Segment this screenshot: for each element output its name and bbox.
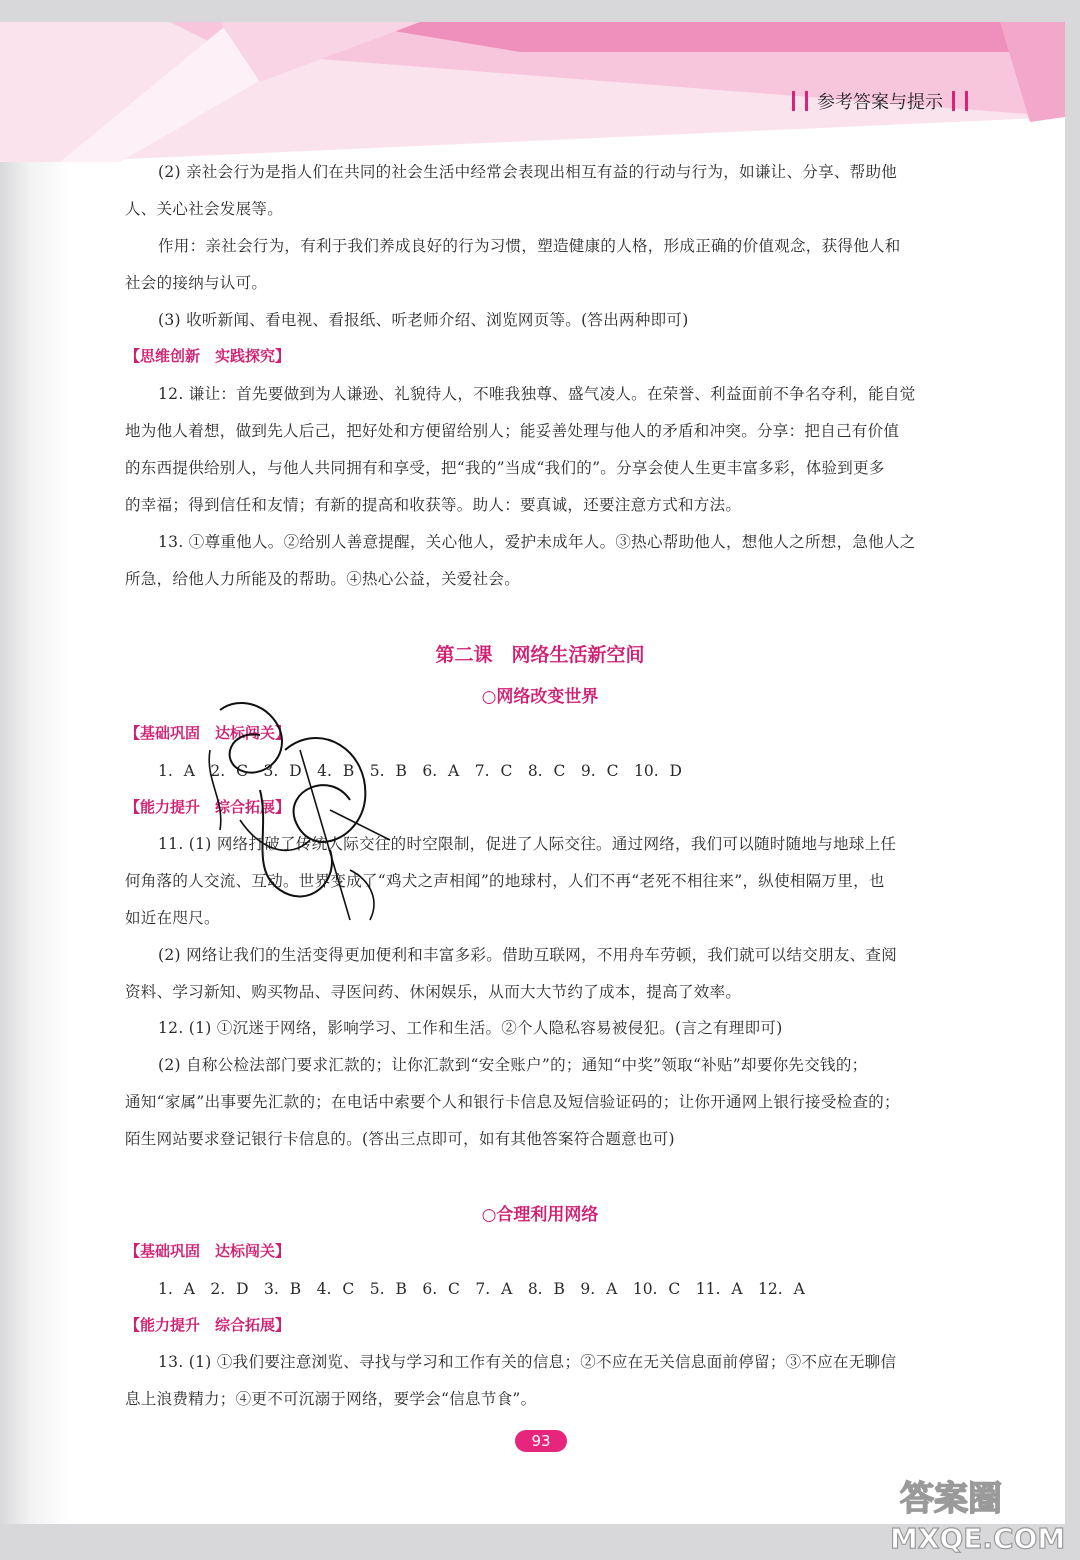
text-line: 作用：亲社会行为，有利于我们养成良好的行为习惯，塑造健康的人格，形成正确的价值观念，获得他人和 [158, 237, 901, 255]
text-line: 所急，给他人力所能及的帮助。④热心公益，关爱社会。 [125, 570, 521, 588]
text-line: (3) 收听新闻、看电视、看报纸、听老师介绍、浏览网页等。(答出两种即可) [158, 311, 689, 329]
text-line: 资料、学习新知、购买物品、寻医问药、休闲娱乐，从而大大节约了成本，提高了效率。 [125, 983, 742, 1001]
section-tag: 【能力提升 综合拓展】 [125, 798, 291, 816]
answer-list: 1. A 2. D 3. B 4. C 5. B 6. C 7. A 8. B 9. A 10. C 11. A 12. A [158, 1280, 805, 1298]
header-title-text: 参考答案与提示 [817, 92, 943, 113]
section-tag: 【能力提升 综合拓展】 [125, 1316, 291, 1334]
text-line: 12. 谦让：首先要做到为人谦逊、礼貌待人，不唯我独尊、盛气凌人。在荣誉、利益面前不争名夺利，能自觉 [158, 385, 916, 403]
section-tag: 【基础巩固 达标闯关】 [125, 1242, 291, 1260]
text-line: 地为他人着想，做到先人后己，把好处和方便留给别人；能妥善处理与他人的矛盾和冲突。分享：把自己有价值 [125, 422, 900, 440]
text-line: 人、关心社会发展等。 [125, 200, 284, 218]
text-line: 13. ①尊重他人。②给别人善意提醒，关心他人，爱护未成年人。③热心帮助他人，想他人之所想，急他人之 [158, 533, 916, 551]
lesson-title: 第二课 网络生活新空间 [435, 644, 645, 666]
page-number: 93 [515, 1430, 567, 1452]
text-line: 11. (1) 网络打破了传统人际交往的时空限制，促进了人际交往。通过网络，我们可以随时随地与地球上任 [158, 835, 897, 853]
handwritten-scribble [200, 690, 420, 930]
text-line: 社会的接纳与认可。 [125, 274, 268, 292]
text-line: 的幸福；得到信任和友情；有新的提高和收获等。助人：要真诚，还要注意方式和方法。 [125, 496, 742, 514]
text-line: (2) 亲社会行为是指人们在共同的社会生活中经常会表现出相互有益的行动与行为，如谦让、分享、帮助他 [158, 163, 898, 181]
text-line: 13. (1) ①我们要注意浏览、寻找与学习和工作有关的信息；②不应在无关信息面前停留；③不应在无聊信 [158, 1353, 897, 1371]
text-line: (2) 自称公检法部门要求汇款的；让你汇款到“安全账户”的；通知“中奖”领取“补贴”却要你先交钱的； [158, 1056, 868, 1074]
svg-text:MXQE.COM: MXQE.COM [890, 1522, 1066, 1555]
section-tag: 【基础巩固 达标闯关】 [125, 724, 291, 742]
section-title: ○合理利用网络 [481, 1205, 599, 1225]
section-title: ○网络改变世界 [481, 687, 599, 707]
text-line: 的东西提供给别人，与他人共同拥有和享受，把“我的”当成“我们的”。分享会使人生更丰富多彩，体验到更多 [125, 459, 885, 477]
text-line: 12. (1) ①沉迷于网络，影响学习、工作和生活。②个人隐私容易被侵犯。(言之有理即可) [158, 1019, 783, 1037]
text-line: 何角落的人交流、互动。世界变成了“鸡犬之声相闻”的地球村，人们不再“老死不相往来”，纵使相隔万里，也 [125, 872, 885, 890]
watermark-logo [880, 1470, 1070, 1555]
section-tag: 【思维创新 实践探究】 [125, 347, 291, 365]
text-line: 如近在咫尺。 [125, 909, 220, 927]
header-title [791, 88, 969, 114]
answer-list: 1. A 2. C 3. D 4. B 5. B 6. A 7. C 8. C 9. C 10. D [158, 762, 682, 780]
text-line: 通知“家属”出事要先汇款的；在电话中索要个人和银行卡信息及短信验证码的；让你开通网上银行接受检查的； [125, 1093, 900, 1111]
svg-text:答案圈: 答案圈 [900, 1479, 1002, 1519]
text-line: 息上浪费精力；④更不可沉溺于网络，要学会“信息节食”。 [125, 1390, 537, 1408]
text-line: (2) 网络让我们的生活变得更加便利和丰富多彩。借助互联网，不用舟车劳顿，我们就可以结交朋友、查阅 [158, 946, 898, 964]
text-line: 陌生网站要求登记银行卡信息的。(答出三点即可，如有其他答案符合题意也可) [125, 1130, 675, 1148]
